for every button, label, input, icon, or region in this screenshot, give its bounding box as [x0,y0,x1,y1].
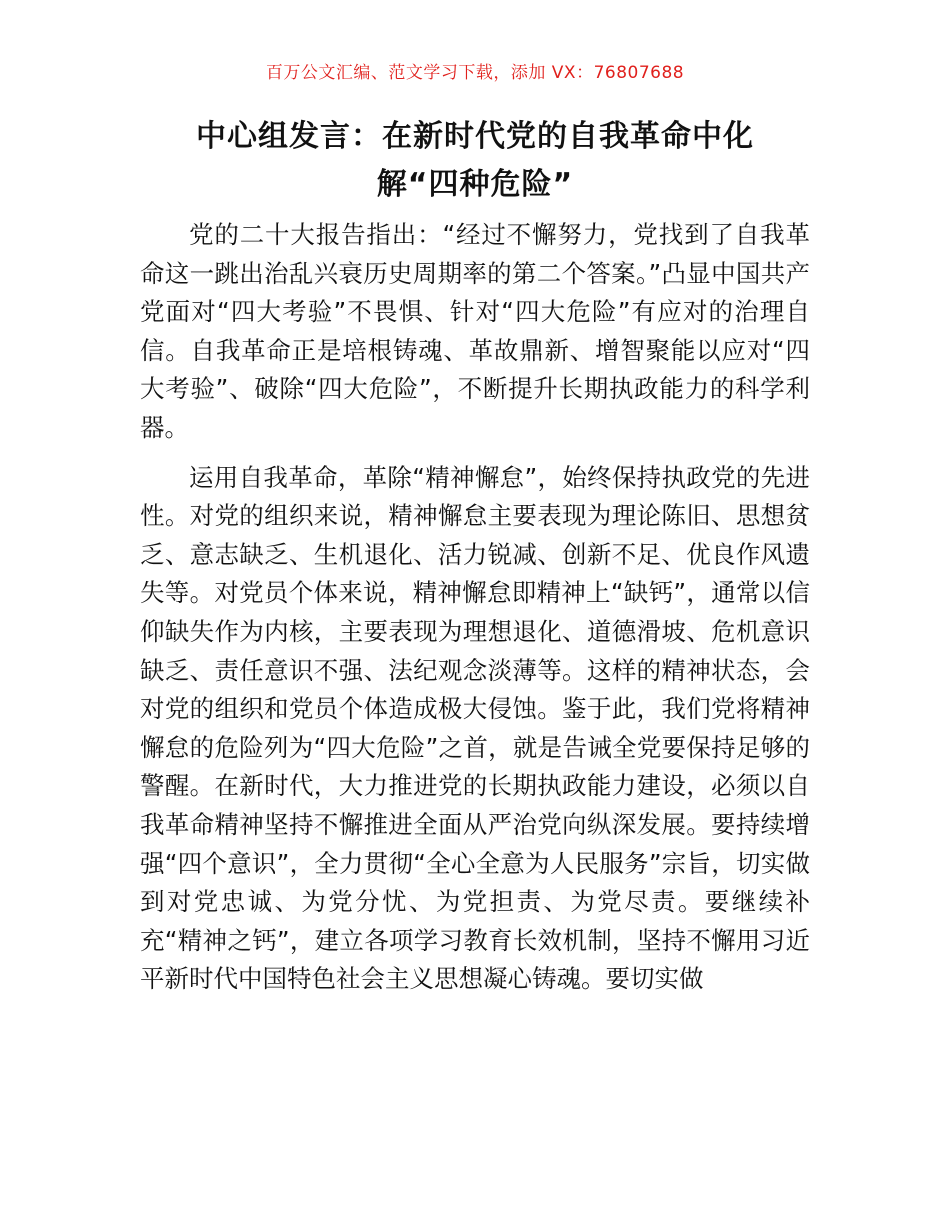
paragraph-2: 运用自我革命，革除“精神懈怠”，始终保持执政党的先进性。对党的组织来说，精神懈怠主要表现为理论陈旧、思想贫乏、意志缺乏、生机退化、活力锐减、创新不足、优良作风遗失等。对党员个体来说，精神懈怠即精神上“缺钙”，通常以信仰缺失作为内核，主要表现为理想退化、道德滑坡、危机意识缺乏、责任意识不强、法纪观念淡薄等。这样的精神状态，会对党的组织和党员个体造成极大侵蚀。鉴于此，我们党将精神懈怠的危险列为“四大危险”之首，就是告诫全党要保持足够的警醒。在新时代，大力推进党的长期执政能力建设，必须以自我革命精神坚持不懈推进全面从严治党向纵深发展。要持续增强“四个意识”，全力贯彻“全心全意为人民服务”宗旨，切实做到对党忠诚、为党分忧、为党担责、为党尽责。要继续补充“精神之钙”，建立各项学习教育长效机制，坚持不懈用习近平新时代中国特色社会主义思想凝心铸魂。要切实做 [140,462,810,994]
document-title [130,113,820,209]
title-line-1: 中心组发言：在新时代党的自我革命中化 [196,119,754,154]
document-body [140,216,810,999]
paragraph-1: 党的二十大报告指出：“经过不懈努力，党找到了自我革命这一跳出治乱兴衰历史周期率的第二个答案。”凸显中国共产党面对“四大考验”不畏惧、针对“四大危险”有应对的治理自信。自我革命正是培根铸魂、革故鼎新、增智聚能以应对“四大考验”、破除“四大危险”，不断提升长期执政能力的科学利器。 [140,220,810,442]
header-note: 百万公文汇编、范文学习下载，添加 VX：76807688 [265,63,685,83]
title-line-2: 解“四种危险” [376,167,574,202]
